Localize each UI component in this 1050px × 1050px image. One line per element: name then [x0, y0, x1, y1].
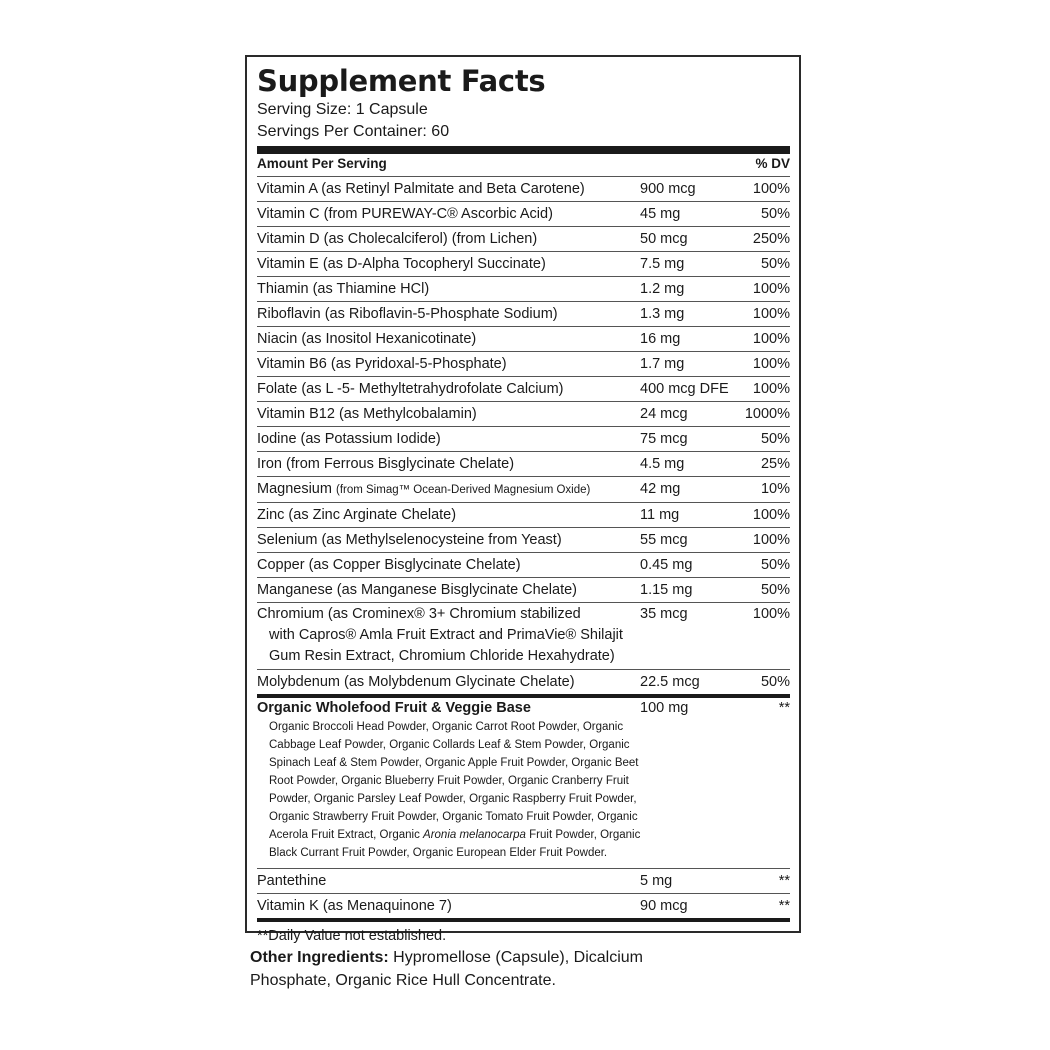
- nutrient-row: [257, 227, 790, 252]
- nutrient-dv: **: [778, 873, 790, 889]
- nutrient-amount: 22.5 mcg: [640, 674, 700, 690]
- nutrient-name: Vitamin D (as Cholecalciferol) (from Lichen): [257, 231, 538, 247]
- nutrient-amount: 75 mcg: [640, 431, 688, 447]
- base-ingredients-text-end: Fruit Powder, Organic Black Currant Fruit Powder, Organic European Elder Fruit Powder.: [269, 829, 641, 859]
- nutrient-name: Copper (as Copper Bisglycinate Chelate): [257, 557, 521, 573]
- nutrient-amount: 7.5 mg: [640, 256, 685, 272]
- nutrient-dv: 100%: [752, 507, 790, 523]
- servings-per-container: Servings Per Container: 60: [257, 123, 450, 140]
- nutrient-dv: 50%: [760, 206, 790, 222]
- nutrient-row: [257, 202, 790, 227]
- nutrient-dv: 100%: [752, 306, 790, 322]
- amount-per-serving-header: Amount Per Serving: [257, 156, 387, 171]
- wholefood-base-section: [257, 698, 790, 869]
- nutrient-dv: 100%: [752, 381, 790, 397]
- nutrient-dv: 100%: [752, 532, 790, 548]
- nutrient-dv: 25%: [760, 456, 790, 472]
- nutrient-row: [257, 427, 790, 452]
- base-ingredients-text: Organic Broccoli Head Powder, Organic Carrot Root Powder, Organic Cabbage Leaf Powder, Organic Collards Leaf & Stem Powder, Organic Spinach Leaf & Stem Powder, Organic Apple Fruit Powder, Organic Beet Root Powder, Organic Blueberry Fruit Powder, Organic Cranberry Fruit Powder, Organic Parsley Leaf Powder, Organic Raspberry Fruit Powder, Organic Strawberry Fruit Powder, Organic Tomato Fruit Powder, Organic Acerola Fruit Extract, Organic: [269, 721, 639, 841]
- panel-title: Supplement Facts: [257, 64, 546, 98]
- nutrient-amount: 1.2 mg: [640, 281, 685, 297]
- nutrient-dv: 50%: [760, 557, 790, 573]
- nutrient-list: [257, 177, 790, 694]
- nutrient-dv: 100%: [752, 281, 790, 297]
- chromium-line-3: Gum Resin Extract, Chromium Chloride Hexahydrate): [269, 648, 615, 664]
- base-dv: **: [778, 700, 790, 716]
- nutrient-row: [257, 869, 790, 894]
- nutrient-name: Iron (from Ferrous Bisglycinate Chelate): [257, 456, 515, 472]
- nutrient-name: [257, 477, 637, 502]
- nutrient-row: [257, 670, 790, 694]
- nutrient-row: [257, 503, 790, 528]
- base-amount: 100 mg: [640, 700, 689, 716]
- dv-header: % DV: [755, 156, 790, 171]
- nutrient-name: Pantethine: [257, 873, 327, 889]
- nutrient-name: Zinc (as Zinc Arginate Chelate): [257, 507, 457, 523]
- nutrient-dv: 100%: [752, 181, 790, 197]
- nutrient-dv: 100%: [752, 331, 790, 347]
- nutrient-name: Vitamin C (from PUREWAY-C® Ascorbic Acid): [257, 206, 553, 222]
- nutrient-row: [257, 894, 790, 918]
- serving-size: Serving Size: 1 Capsule: [257, 101, 428, 118]
- nutrient-name: [257, 603, 637, 669]
- nutrient-dv: 10%: [760, 481, 790, 497]
- nutrient-row: [257, 302, 790, 327]
- nutrient-amount: 45 mg: [640, 206, 681, 222]
- nutrient-row-chromium: [257, 603, 790, 670]
- nutrient-amount: 1.3 mg: [640, 306, 685, 322]
- nutrient-dv: 100%: [752, 606, 790, 622]
- nutrient-amount: 1.7 mg: [640, 356, 685, 372]
- nutrient-row: [257, 377, 790, 402]
- nutrient-name: Vitamin B6 (as Pyridoxal-5-Phosphate): [257, 356, 507, 372]
- other-ingredients-text: Hypromellose (Capsule), Dicalcium Phosphate, Organic Rice Hull Concentrate.: [250, 949, 643, 989]
- nutrient-amount: 900 mcg: [640, 181, 696, 197]
- magnesium-source: (from Simag™ Ocean-Derived Magnesium Oxide): [335, 484, 591, 496]
- nutrient-amount: 5 mg: [640, 873, 673, 889]
- supplement-facts-panel: [245, 55, 801, 944]
- chromium-line-2: with Capros® Amla Fruit Extract and PrimaVie® Shilajit: [269, 627, 623, 643]
- base-name: Organic Wholefood Fruit & Veggie Base: [257, 700, 531, 716]
- nutrient-amount: 1.15 mg: [640, 582, 693, 598]
- nutrient-amount: 400 mcg DFE: [640, 381, 729, 397]
- nutrient-name: Iodine (as Potassium Iodide): [257, 431, 441, 447]
- other-ingredients-label: Other Ingredients:: [250, 949, 389, 966]
- nutrient-name: Thiamin (as Thiamine HCl): [257, 281, 430, 297]
- nutrient-name: Molybdenum (as Molybdenum Glycinate Chelate): [257, 674, 575, 690]
- nutrient-dv: 250%: [752, 231, 790, 247]
- nutrient-amount: 50 mcg: [640, 231, 688, 247]
- nutrient-name: Folate (as L -5- Methyltetrahydrofolate Calcium): [257, 381, 564, 397]
- nutrient-dv: 50%: [760, 582, 790, 598]
- nutrient-row: [257, 277, 790, 302]
- nutrient-name: Vitamin K (as Menaquinone 7): [257, 898, 452, 914]
- nutrient-name: Vitamin B12 (as Methylcobalamin): [257, 406, 477, 422]
- nutrient-name: Riboflavin (as Riboflavin-5-Phosphate Sodium): [257, 306, 558, 322]
- nutrient-name: Selenium (as Methylselenocysteine from Yeast): [257, 532, 562, 548]
- nutrient-row: [257, 252, 790, 277]
- column-header: [257, 154, 790, 177]
- nutrient-amount: 16 mg: [640, 331, 681, 347]
- thick-divider: [257, 146, 790, 154]
- nutrient-row: [257, 528, 790, 553]
- base-ingredients: [257, 718, 790, 862]
- nutrient-amount: 0.45 mg: [640, 557, 693, 573]
- footnote: **Daily Value not established.: [257, 928, 447, 944]
- nutrient-row: [257, 402, 790, 427]
- nutrient-amount: 24 mcg: [640, 406, 688, 422]
- nutrient-row: [257, 327, 790, 352]
- nutrient-amount: 42 mg: [640, 481, 681, 497]
- wholefood-base-header: [257, 698, 790, 718]
- nutrient-dv: 50%: [760, 256, 790, 272]
- other-ingredients: [250, 946, 720, 992]
- nutrient-name: Niacin (as Inositol Hexanicotinate): [257, 331, 477, 347]
- nutrient-amount: 90 mcg: [640, 898, 688, 914]
- nutrient-dv: 50%: [760, 674, 790, 690]
- base-ingredients-italic: Aronia melanocarpa: [423, 829, 526, 841]
- nutrient-amount: 55 mcg: [640, 532, 688, 548]
- nutrient-amount: 4.5 mg: [640, 456, 685, 472]
- nutrient-row-magnesium: [257, 477, 790, 503]
- nutrient-dv: 100%: [752, 356, 790, 372]
- nutrient-amount: 35 mcg: [640, 606, 688, 622]
- nutrient-row: [257, 352, 790, 377]
- nutrient-name: Vitamin E (as D-Alpha Tocopheryl Succinate): [257, 256, 546, 272]
- magnesium-name: Magnesium: [257, 481, 332, 497]
- nutrient-row: [257, 553, 790, 578]
- nutrient-dv: 1000%: [744, 406, 790, 422]
- chromium-line-1: Chromium (as Crominex® 3+ Chromium stabilized: [257, 606, 581, 622]
- nutrient-dv: **: [778, 898, 790, 914]
- nutrient-name: Vitamin A (as Retinyl Palmitate and Beta Carotene): [257, 181, 585, 197]
- nutrient-dv: 50%: [760, 431, 790, 447]
- nutrient-name: Manganese (as Manganese Bisglycinate Chelate): [257, 582, 577, 598]
- nutrient-amount: 11 mg: [640, 507, 680, 523]
- nutrient-row: [257, 452, 790, 477]
- nutrient-row: [257, 578, 790, 603]
- nutrient-row: [257, 177, 790, 202]
